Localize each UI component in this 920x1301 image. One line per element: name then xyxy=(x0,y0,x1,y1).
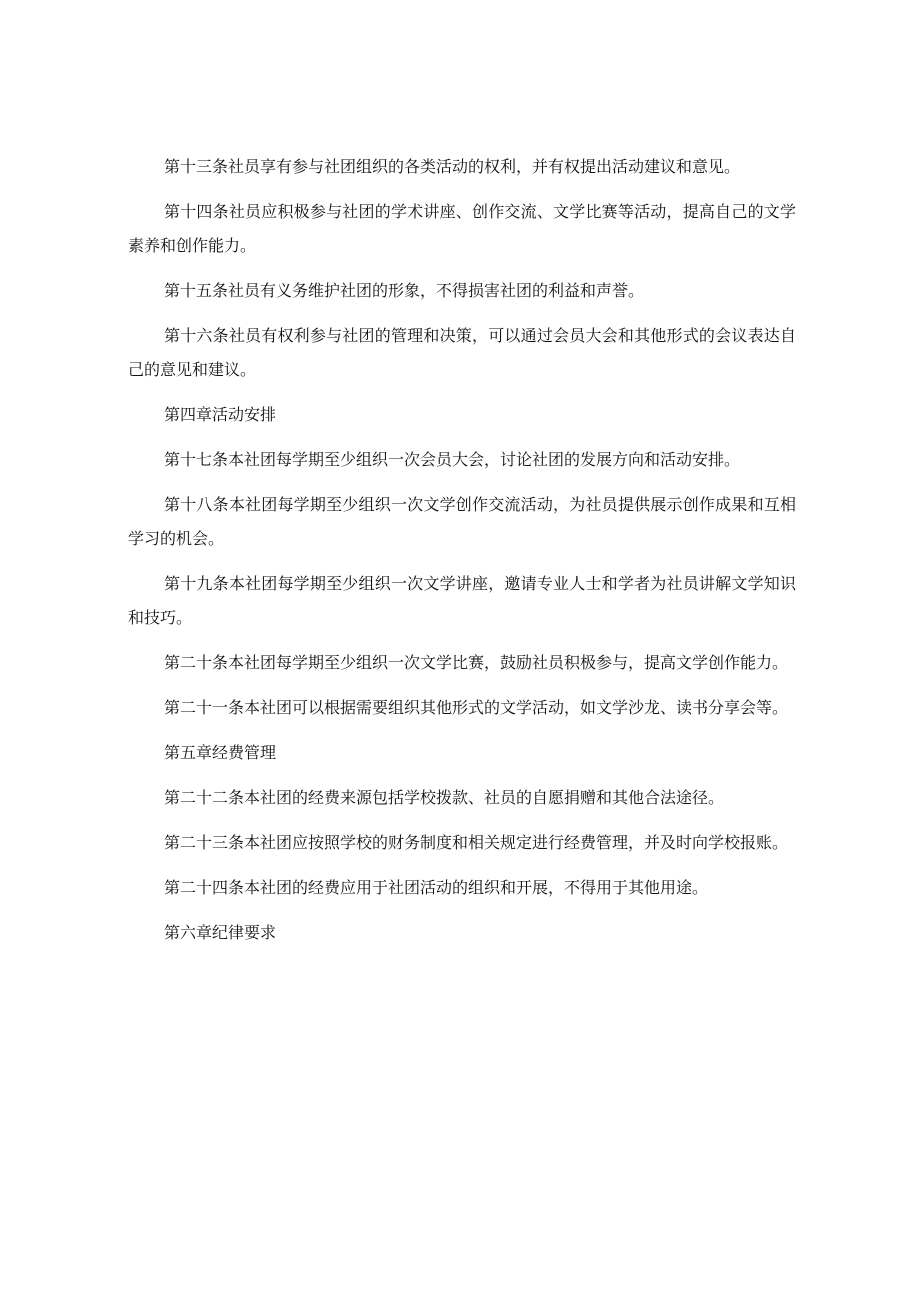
chapter-6-heading: 第六章纪律要求 xyxy=(164,923,277,942)
article-21-paragraph: 第二十一条本社团可以根据需要组织其他形式的文学活动，如文学沙龙、读书分享会等。 xyxy=(164,698,789,717)
article-13-paragraph: 第十三条社员享有参与社团组织的各类活动的权利，并有权提出活动建议和意见。 xyxy=(164,157,741,176)
article-23-paragraph: 第二十三条本社团应按照学校的财务制度和相关规定进行经费管理，并及时向学校报账。 xyxy=(164,833,789,852)
article-16-paragraph: 第十六条社员有权利参与社团的管理和决策，可以通过会员大会和其他形式的会议表达自己的意见和建议。 xyxy=(128,326,796,379)
article-14-paragraph: 第十四条社员应积极参与社团的学术讲座、创作交流、文学比赛等活动，提高自己的文学素养和创作能力。 xyxy=(128,202,796,255)
article-22-paragraph: 第二十二条本社团的经费来源包括学校拨款、社员的自愿捐赠和其他合法途径。 xyxy=(164,788,725,807)
article-24-paragraph: 第二十四条本社团的经费应用于社团活动的组织和开展，不得用于其他用途。 xyxy=(164,878,709,897)
document-body xyxy=(128,150,796,961)
article-18-paragraph: 第十八条本社团每学期至少组织一次文学创作交流活动，为社员提供展示创作成果和互相学习的机会。 xyxy=(128,495,796,548)
article-15-paragraph: 第十五条社员有义务维护社团的形象，不得损害社团的利益和声誉。 xyxy=(164,281,645,300)
article-19-paragraph: 第十九条本社团每学期至少组织一次文学讲座，邀请专业人士和学者为社员讲解文学知识和技巧。 xyxy=(128,574,796,627)
chapter-4-heading: 第四章活动安排 xyxy=(164,405,277,424)
article-20-paragraph: 第二十条本社团每学期至少组织一次文学比赛，鼓励社员积极参与，提高文学创作能力。 xyxy=(164,653,789,672)
chapter-5-heading: 第五章经费管理 xyxy=(164,743,277,762)
article-17-paragraph: 第十七条本社团每学期至少组织一次会员大会，讨论社团的发展方向和活动安排。 xyxy=(164,450,741,469)
